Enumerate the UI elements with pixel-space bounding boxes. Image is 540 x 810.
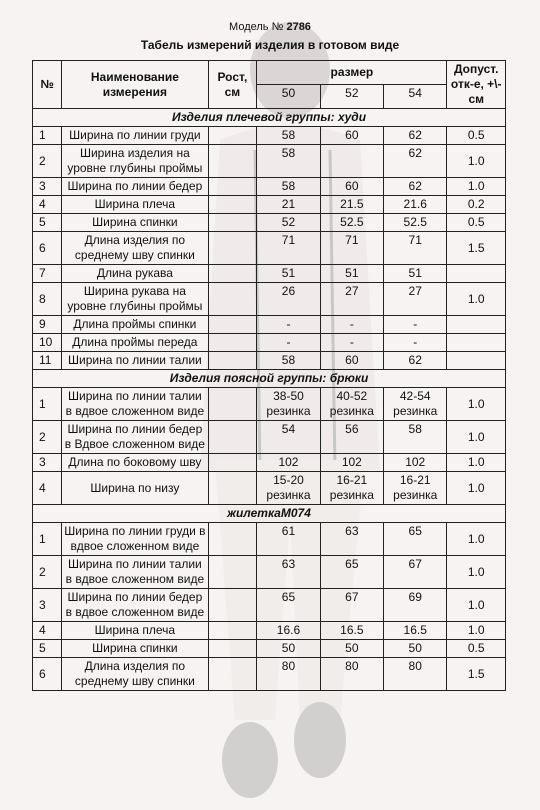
- row-number: 5: [33, 640, 62, 658]
- measurement-name: Длина проймы спинки: [62, 316, 208, 334]
- row-number: 5: [33, 214, 62, 232]
- size-value: -: [320, 316, 383, 334]
- section-title: жилеткаМ074: [33, 505, 506, 523]
- measurement-name: Ширина по линии бедер в Вдвое сложенном виде: [62, 421, 208, 454]
- measurement-name: Длина по боковому шву: [62, 454, 208, 472]
- size-value: 71: [257, 232, 320, 265]
- size-value: 40-52 резинка: [320, 388, 383, 421]
- size-value: 65: [320, 556, 383, 589]
- size-value: 58: [257, 178, 320, 196]
- size-value: 63: [257, 556, 320, 589]
- size-value: 26: [257, 283, 320, 316]
- row-number: 4: [33, 472, 62, 505]
- rost-cell: [208, 640, 257, 658]
- size-value: 62: [384, 352, 447, 370]
- size-value: 62: [384, 145, 447, 178]
- table-row: [33, 265, 506, 283]
- row-number: 2: [33, 556, 62, 589]
- size-value: -: [257, 334, 320, 352]
- size-value: 27: [384, 283, 447, 316]
- size-value: -: [384, 334, 447, 352]
- measurement-name: Ширина по линии бедер в вдвое сложенном виде: [62, 589, 208, 622]
- row-number: 4: [33, 196, 62, 214]
- table-title: Табель измерений изделия в готовом виде: [140, 38, 400, 52]
- tolerance-value: 1.5: [447, 658, 506, 691]
- tolerance-value: [447, 334, 506, 352]
- measurement-name: Ширина рукава на уровне глубины проймы: [62, 283, 208, 316]
- model-prefix: Модель №: [229, 21, 284, 33]
- size-value: 80: [320, 658, 383, 691]
- row-number: 1: [33, 523, 62, 556]
- measurement-name: Длина проймы переда: [62, 334, 208, 352]
- size-value: 16-21 резинка: [320, 472, 383, 505]
- table-row: [33, 472, 506, 505]
- row-number: 8: [33, 283, 62, 316]
- table-row: [33, 214, 506, 232]
- tolerance-value: 1.0: [447, 145, 506, 178]
- header-row: [33, 61, 506, 85]
- table-row: [33, 421, 506, 454]
- section-title: Изделия поясной группы: брюки: [33, 370, 506, 388]
- table-row: [33, 352, 506, 370]
- size-value: -: [257, 316, 320, 334]
- size-value: 62: [384, 178, 447, 196]
- size-value: 67: [320, 589, 383, 622]
- size-value: 102: [257, 454, 320, 472]
- tolerance-value: 0.5: [447, 214, 506, 232]
- table-row: [33, 283, 506, 316]
- table-row: [33, 145, 506, 178]
- rost-cell: [208, 127, 257, 145]
- size-value: 16.5: [384, 622, 447, 640]
- size-value: 16.5: [320, 622, 383, 640]
- col-size-group-header: размер: [257, 61, 447, 85]
- size-value: 52: [257, 214, 320, 232]
- size-value: 63: [320, 523, 383, 556]
- size-value: 60: [320, 127, 383, 145]
- size-header: 54: [384, 85, 447, 109]
- col-tolerance-header: Допуст. отк-е, +\-см: [447, 61, 506, 109]
- tolerance-value: 1.0: [447, 388, 506, 421]
- row-number: 4: [33, 622, 62, 640]
- col-name-header: Наименование измерения: [62, 61, 208, 109]
- tolerance-value: 1.0: [447, 622, 506, 640]
- tolerance-value: 0.2: [447, 196, 506, 214]
- size-value: 62: [384, 127, 447, 145]
- size-value: 52.5: [320, 214, 383, 232]
- table-row: [33, 454, 506, 472]
- row-number: 2: [33, 421, 62, 454]
- tolerance-value: 0.5: [447, 640, 506, 658]
- size-value: 51: [320, 265, 383, 283]
- rost-cell: [208, 265, 257, 283]
- tolerance-value: [447, 316, 506, 334]
- row-number: 3: [33, 454, 62, 472]
- row-number: 7: [33, 265, 62, 283]
- size-value: 16.6: [257, 622, 320, 640]
- measurement-name: Ширина по линии бедер: [62, 178, 208, 196]
- rost-cell: [208, 454, 257, 472]
- model-line: [0, 0, 540, 34]
- rost-cell: [208, 523, 257, 556]
- rost-cell: [208, 622, 257, 640]
- rost-cell: [208, 334, 257, 352]
- section-header-row: [33, 505, 506, 523]
- size-value: 21.6: [384, 196, 447, 214]
- size-header: 52: [320, 85, 383, 109]
- size-value: 65: [384, 523, 447, 556]
- rost-cell: [208, 556, 257, 589]
- size-header: 50: [257, 85, 320, 109]
- col-num-header: №: [33, 61, 62, 109]
- size-value: 52.5: [384, 214, 447, 232]
- rost-cell: [208, 196, 257, 214]
- section-header-row: [33, 109, 506, 127]
- tolerance-value: [447, 352, 506, 370]
- rost-cell: [208, 388, 257, 421]
- measurement-name: Ширина по линии груди в вдвое сложенном виде: [62, 523, 208, 556]
- measurement-name: Длина рукава: [62, 265, 208, 283]
- row-number: 1: [33, 388, 62, 421]
- size-value: 58: [384, 421, 447, 454]
- measurement-name: Ширина по линии груди: [62, 127, 208, 145]
- row-number: 9: [33, 316, 62, 334]
- size-value: [320, 145, 383, 178]
- rost-cell: [208, 214, 257, 232]
- size-value: 50: [384, 640, 447, 658]
- measurement-name: Ширина спинки: [62, 640, 208, 658]
- measurement-name: Длина изделия по среднему шву спинки: [62, 658, 208, 691]
- table-row: [33, 196, 506, 214]
- size-value: 21.5: [320, 196, 383, 214]
- table-row: [33, 658, 506, 691]
- size-value: -: [384, 316, 447, 334]
- row-number: 10: [33, 334, 62, 352]
- size-value: 67: [384, 556, 447, 589]
- size-value: 51: [384, 265, 447, 283]
- size-value: 60: [320, 352, 383, 370]
- tolerance-value: 1.0: [447, 421, 506, 454]
- size-value: 15-20 резинка: [257, 472, 320, 505]
- measurement-name: Ширина изделия на уровне глубины проймы: [62, 145, 208, 178]
- section-header-row: [33, 370, 506, 388]
- row-number: 6: [33, 232, 62, 265]
- size-value: 21: [257, 196, 320, 214]
- size-value: 58: [257, 352, 320, 370]
- rost-cell: [208, 421, 257, 454]
- rost-cell: [208, 472, 257, 505]
- col-rost-header: Рост, см: [208, 61, 257, 109]
- size-value: 50: [320, 640, 383, 658]
- table-row: [33, 334, 506, 352]
- size-value: 102: [384, 454, 447, 472]
- tolerance-value: 1.0: [447, 556, 506, 589]
- rost-cell: [208, 232, 257, 265]
- tolerance-value: 1.0: [447, 523, 506, 556]
- table-row: [33, 523, 506, 556]
- size-value: 69: [384, 589, 447, 622]
- size-value: 50: [257, 640, 320, 658]
- size-value: 58: [257, 127, 320, 145]
- tolerance-value: 1.0: [447, 454, 506, 472]
- table-row: [33, 232, 506, 265]
- measurement-name: Длина изделия по среднему шву спинки: [62, 232, 208, 265]
- measurement-name: Ширина по линии талии: [62, 352, 208, 370]
- size-value: 58: [257, 145, 320, 178]
- tolerance-value: 1.0: [447, 178, 506, 196]
- model-number: 2786: [286, 21, 311, 33]
- table-body: [33, 109, 506, 691]
- row-number: 3: [33, 178, 62, 196]
- size-value: 102: [320, 454, 383, 472]
- tolerance-value: 1.0: [447, 589, 506, 622]
- size-value: 71: [320, 232, 383, 265]
- rost-cell: [208, 145, 257, 178]
- rost-cell: [208, 658, 257, 691]
- rost-cell: [208, 316, 257, 334]
- size-value: 27: [320, 283, 383, 316]
- table-row: [33, 640, 506, 658]
- tolerance-value: 0.5: [447, 127, 506, 145]
- size-value: 80: [257, 658, 320, 691]
- tolerance-value: 1.0: [447, 283, 506, 316]
- table-row: [33, 388, 506, 421]
- table-row: [33, 316, 506, 334]
- table-row: [33, 127, 506, 145]
- rost-cell: [208, 178, 257, 196]
- table-row: [33, 622, 506, 640]
- tolerance-value: 1.0: [447, 472, 506, 505]
- size-value: 60: [320, 178, 383, 196]
- rost-cell: [208, 352, 257, 370]
- row-number: 2: [33, 145, 62, 178]
- tolerance-value: [447, 265, 506, 283]
- measurement-name: Ширина плеча: [62, 622, 208, 640]
- size-value: 38-50 резинка: [257, 388, 320, 421]
- size-value: 42-54 резинка: [384, 388, 447, 421]
- size-value: 16-21 резинка: [384, 472, 447, 505]
- measurement-name: Ширина плеча: [62, 196, 208, 214]
- tolerance-value: 1.5: [447, 232, 506, 265]
- size-value: 54: [257, 421, 320, 454]
- size-value: -: [320, 334, 383, 352]
- table-row: [33, 178, 506, 196]
- size-value: 61: [257, 523, 320, 556]
- row-number: 1: [33, 127, 62, 145]
- table-row: [33, 589, 506, 622]
- measurement-table: [32, 60, 506, 691]
- rost-cell: [208, 589, 257, 622]
- section-title: Изделия плечевой группы: худи: [33, 109, 506, 127]
- size-value: 71: [384, 232, 447, 265]
- row-number: 11: [33, 352, 62, 370]
- table-row: [33, 556, 506, 589]
- size-value: 56: [320, 421, 383, 454]
- row-number: 6: [33, 658, 62, 691]
- rost-cell: [208, 283, 257, 316]
- row-number: 3: [33, 589, 62, 622]
- size-value: 65: [257, 589, 320, 622]
- size-value: 51: [257, 265, 320, 283]
- measurement-name: Ширина по низу: [62, 472, 208, 505]
- size-value: 80: [384, 658, 447, 691]
- measurement-name: Ширина по линии талии в вдвое сложенном виде: [62, 556, 208, 589]
- measurement-name: Ширина спинки: [62, 214, 208, 232]
- measurement-name: Ширина по линии талии в вдвое сложенном виде: [62, 388, 208, 421]
